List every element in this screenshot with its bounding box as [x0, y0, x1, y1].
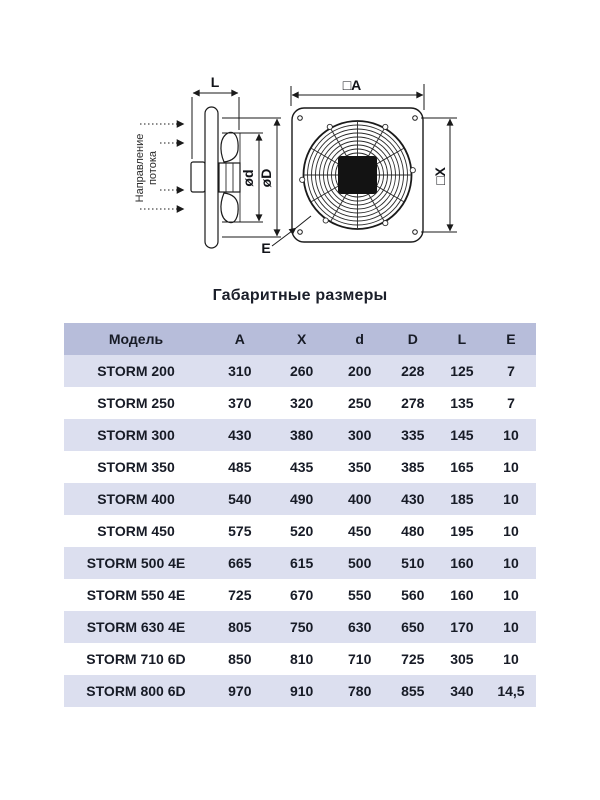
dimensions-table-header-row [64, 323, 536, 355]
value-cell: 385 [401, 459, 425, 475]
value-cell: 370 [228, 395, 252, 411]
value-cell: 135 [450, 395, 474, 411]
table-header-cell: X [296, 331, 307, 347]
value-cell: 910 [289, 683, 314, 699]
value-cell: 200 [348, 363, 372, 379]
value-cell: 970 [228, 683, 252, 699]
spigot-box [191, 162, 205, 192]
mounting-plate-side [205, 107, 218, 248]
model-cell: STORM 200 [97, 363, 175, 379]
table-row [64, 355, 536, 387]
table-header-cell: D [407, 331, 418, 347]
table-row [64, 387, 536, 419]
table-row [64, 675, 536, 707]
value-cell: 10 [503, 523, 519, 539]
model-cell: STORM 350 [97, 459, 175, 475]
value-cell: 160 [450, 555, 474, 571]
dimensions-table [64, 323, 536, 707]
dimension-drawing [0, 0, 600, 280]
dim-label-X: □X [432, 167, 448, 185]
front-view-drawing [261, 77, 457, 256]
value-cell: 560 [401, 587, 425, 603]
value-cell: 228 [401, 363, 425, 379]
value-cell: 510 [401, 555, 425, 571]
model-cell: STORM 550 4E [86, 587, 186, 603]
side-view-drawing [134, 74, 281, 248]
value-cell: 250 [348, 395, 372, 411]
value-cell: 805 [228, 619, 252, 635]
mounting-hole [298, 230, 303, 235]
table-header-cell: E [506, 331, 516, 347]
value-cell: 400 [348, 491, 372, 507]
table-row [64, 515, 536, 547]
value-cell: 540 [228, 491, 252, 507]
value-cell: 725 [401, 651, 425, 667]
value-cell: 430 [401, 491, 425, 507]
value-cell: 850 [228, 651, 252, 667]
model-cell: STORM 450 [97, 523, 175, 539]
value-cell: 550 [348, 587, 372, 603]
value-cell: 160 [450, 587, 474, 603]
table-header-cell: d [355, 331, 364, 347]
value-cell: 10 [503, 459, 519, 475]
value-cell: 650 [401, 619, 425, 635]
value-cell: 145 [450, 427, 474, 443]
value-cell: 7 [507, 395, 515, 411]
value-cell: 350 [348, 459, 372, 475]
value-cell: 14,5 [497, 683, 525, 699]
value-cell: 10 [503, 555, 519, 571]
table-header-cell: L [457, 331, 467, 347]
dim-label-d: ød [240, 169, 256, 187]
value-cell: 575 [228, 523, 252, 539]
motor-hub-front [338, 156, 377, 194]
dimensions-table-body [64, 355, 536, 707]
value-cell: 780 [348, 683, 372, 699]
value-cell: 520 [289, 523, 314, 539]
model-cell: STORM 630 4E [86, 619, 186, 635]
dim-label-A: □A [342, 77, 362, 93]
value-cell: 170 [450, 619, 474, 635]
model-cell: STORM 500 4E [86, 555, 186, 571]
table-row [64, 419, 536, 451]
mounting-hole [413, 230, 418, 235]
model-cell: STORM 250 [97, 395, 175, 411]
value-cell: 615 [289, 555, 314, 571]
model-cell: STORM 800 6D [86, 683, 186, 699]
value-cell: 320 [289, 395, 314, 411]
value-cell: 810 [289, 651, 314, 667]
value-cell: 855 [401, 683, 425, 699]
section-title: Габаритные размеры [212, 287, 388, 304]
table-row [64, 579, 536, 611]
value-cell: 310 [228, 363, 252, 379]
fan-blade-bottom [221, 193, 238, 223]
table-row [64, 643, 536, 675]
value-cell: 335 [401, 427, 425, 443]
table-row [64, 611, 536, 643]
dim-label-D: øD [258, 168, 274, 188]
value-cell: 305 [450, 651, 474, 667]
value-cell: 10 [503, 427, 519, 443]
model-cell: STORM 300 [97, 427, 175, 443]
value-cell: 10 [503, 651, 519, 667]
value-cell: 380 [289, 427, 314, 443]
value-cell: 260 [289, 363, 314, 379]
value-cell: 340 [450, 683, 474, 699]
value-cell: 480 [401, 523, 425, 539]
value-cell: 7 [507, 363, 515, 379]
value-cell: 750 [289, 619, 314, 635]
mounting-hole [298, 116, 303, 121]
value-cell: 670 [289, 587, 314, 603]
value-cell: 10 [503, 491, 519, 507]
table-row [64, 451, 536, 483]
model-cell: STORM 710 6D [86, 651, 186, 667]
value-cell: 710 [348, 651, 372, 667]
value-cell: 10 [503, 587, 519, 603]
value-cell: 485 [228, 459, 252, 475]
value-cell: 725 [228, 587, 252, 603]
model-cell: STORM 400 [97, 491, 175, 507]
value-cell: 490 [289, 491, 314, 507]
value-cell: 430 [228, 427, 252, 443]
table-row [64, 483, 536, 515]
value-cell: 665 [228, 555, 252, 571]
value-cell: 125 [450, 363, 474, 379]
flow-direction-label-line2: потока [147, 150, 159, 186]
value-cell: 630 [348, 619, 372, 635]
table-header-cell: Модель [108, 331, 164, 347]
mounting-hole [413, 116, 418, 121]
flow-direction-label-line1: Направление [134, 133, 146, 203]
dim-label-E: E [261, 240, 271, 256]
value-cell: 300 [348, 427, 372, 443]
value-cell: 185 [450, 491, 474, 507]
motor-hub-side [219, 163, 240, 192]
value-cell: 10 [503, 619, 519, 635]
value-cell: 435 [289, 459, 314, 475]
value-cell: 500 [348, 555, 372, 571]
value-cell: 165 [450, 459, 474, 475]
value-cell: 195 [450, 523, 474, 539]
value-cell: 450 [348, 523, 372, 539]
dim-label-L: L [210, 74, 220, 90]
value-cell: 278 [401, 395, 425, 411]
table-row [64, 547, 536, 579]
fan-blade-top [221, 132, 238, 162]
table-header-cell: A [234, 331, 245, 347]
